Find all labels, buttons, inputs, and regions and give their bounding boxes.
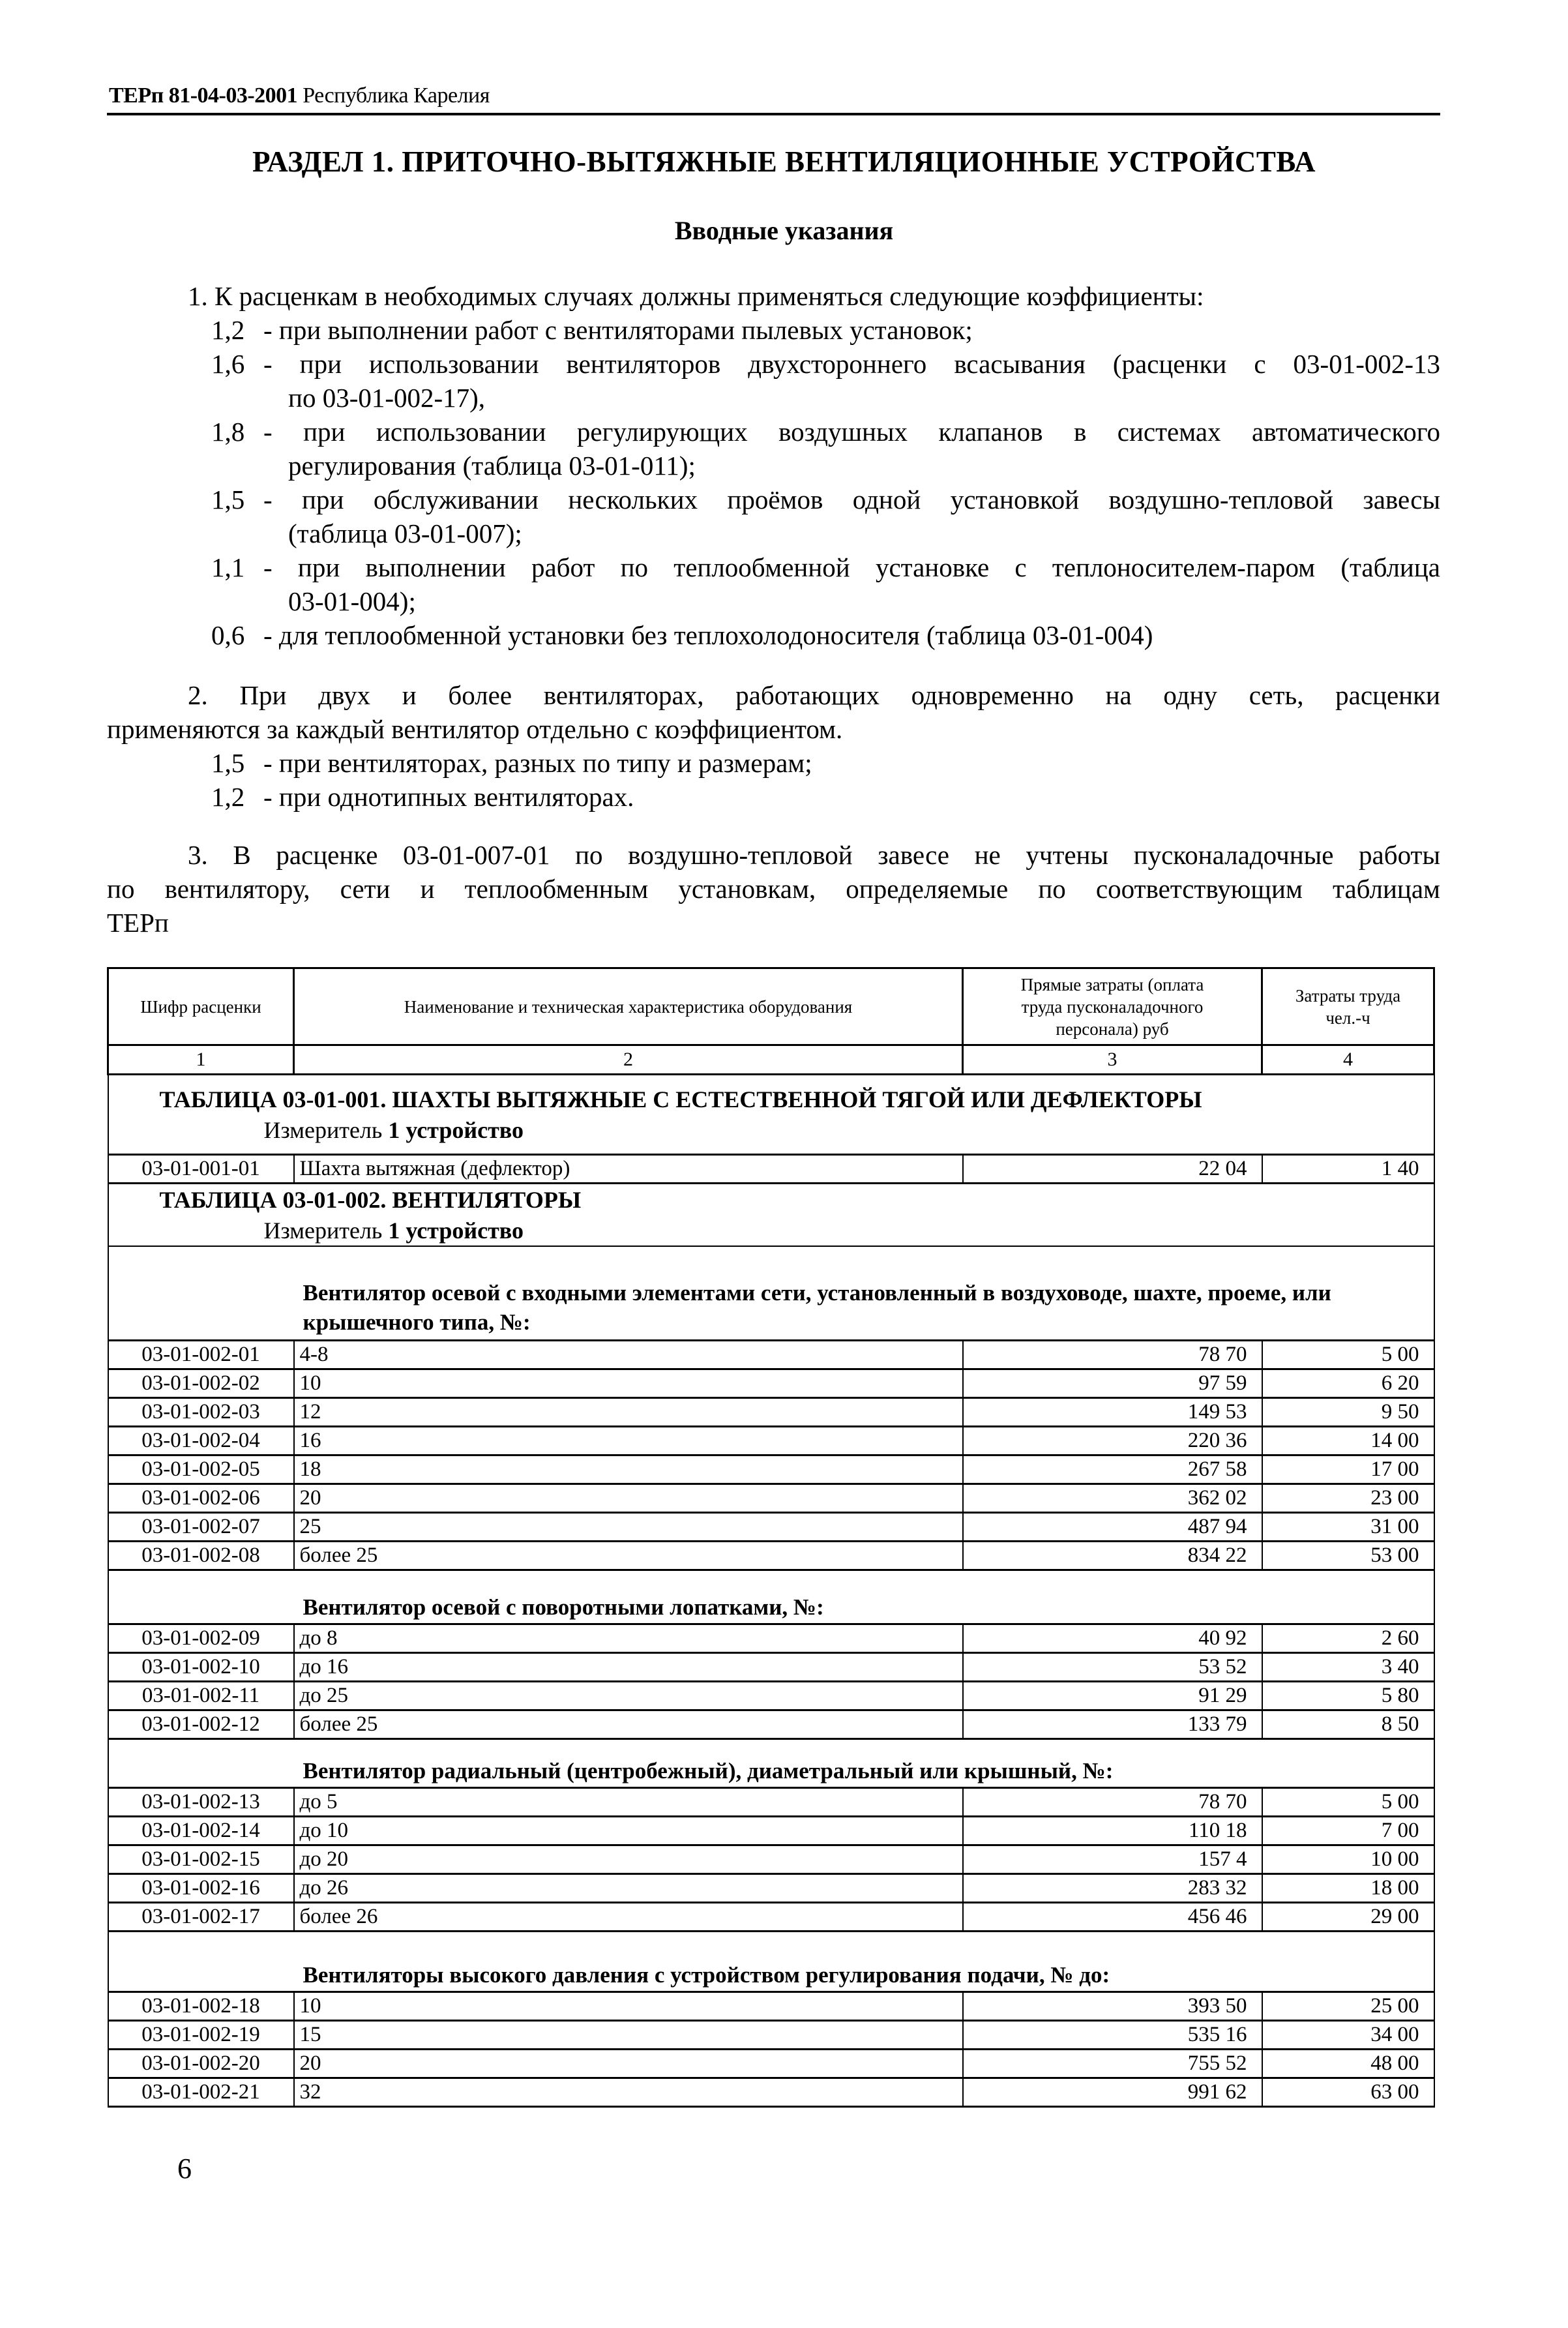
table-row: 03-01-002-03 12 149 53 9 50 bbox=[108, 1398, 1434, 1427]
coef-value: 0,6 bbox=[211, 620, 245, 650]
table-row: 03-01-002-15 до 20 157 4 10 00 bbox=[108, 1845, 1434, 1874]
group-title: Вентилятор радиальный (центробежный), диаметральный или крышный, №: bbox=[303, 1758, 1114, 1783]
coef-value: 1,6 bbox=[211, 349, 245, 379]
table-section-header bbox=[108, 1184, 1434, 1247]
coef-value: 1,8 bbox=[211, 417, 245, 447]
table-section-header bbox=[108, 1075, 1434, 1155]
coef-text: - при использовании вентиляторов двухстороннего всасывания (расценки с 03-01-002-13 bbox=[263, 349, 1440, 379]
coef-text: - при обслуживании нескольких проёмов одной установкой воздушно-тепловой завесы bbox=[263, 485, 1440, 515]
table-row: 03-01-002-17 более 26 456 46 29 00 bbox=[108, 1903, 1434, 1932]
group-header bbox=[108, 1739, 1434, 1788]
paragraph-2-line-1: 2. При двух и более вентиляторах, работающих одновременно на одну сеть, расценки bbox=[188, 680, 1440, 710]
coef-value: 1,1 bbox=[211, 552, 245, 582]
paragraph-3-line-1: 3. В расценке 03-01-007-01 по воздушно-тепловой завесе не учтены пусконаладочные работы bbox=[188, 840, 1440, 870]
table-row: 03-01-002-13 до 5 78 70 5 00 bbox=[108, 1788, 1434, 1817]
table-row: 03-01-002-21 32 991 62 63 00 bbox=[108, 2078, 1434, 2107]
paragraph-3 bbox=[107, 838, 1440, 940]
coef-text: - при вентиляторах, разных по типу и размерам; bbox=[263, 748, 812, 778]
unit-of-measure: Измеритель 1 устройство bbox=[263, 1117, 524, 1143]
coef-item bbox=[107, 746, 1440, 780]
coef-item bbox=[107, 347, 1440, 381]
column-header-code: Шифр расценки bbox=[108, 968, 294, 1045]
unit-of-measure: Измеритель 1 устройство bbox=[263, 1217, 524, 1244]
table-row: 03-01-002-19 15 535 16 34 00 bbox=[108, 2021, 1434, 2050]
coef-item bbox=[107, 780, 1440, 814]
coef-text: - при выполнении работ по теплообменной установке с теплоносителем-паром (таблица bbox=[263, 552, 1440, 582]
coef-text: - при использовании регулирующих воздушных клапанов в системах автоматического bbox=[263, 417, 1440, 447]
running-head-region: Республика Карелия bbox=[303, 83, 490, 108]
table-row: 03-01-002-20 20 755 52 48 00 bbox=[108, 2050, 1434, 2078]
coef-text: - при выполнении работ с вентиляторами пылевых установок; bbox=[263, 315, 973, 345]
table-row: 03-01-002-07 25 487 94 31 00 bbox=[108, 1513, 1434, 1542]
coef-text-cont: по 03-01-002-17), bbox=[288, 383, 486, 413]
paragraph-1-lead: 1. К расценкам в необходимых случаях должны применяться следующие коэффициенты: bbox=[188, 281, 1204, 311]
table-row: 03-01-002-16 до 26 283 32 18 00 bbox=[108, 1874, 1434, 1903]
coef-item bbox=[107, 483, 1440, 516]
table-row: 03-01-002-11 до 25 91 29 5 80 bbox=[108, 1682, 1434, 1710]
table-row: 03-01-002-09 до 8 40 92 2 60 bbox=[108, 1624, 1434, 1653]
header-rule bbox=[107, 113, 1440, 115]
coef-text-cont: (таблица 03-01-007); bbox=[288, 518, 522, 548]
column-header-cost: Прямые затраты (оплата труда пусконаладочного персонала) руб bbox=[963, 968, 1262, 1045]
table-row: 03-01-002-12 более 25 133 79 8 50 bbox=[108, 1710, 1434, 1739]
paragraph-2-line-2: применяются за каждый вентилятор отдельно с коэффициентом. bbox=[107, 714, 843, 744]
paragraph-1 bbox=[107, 279, 1440, 652]
group-title: Вентилятор осевой с поворотными лопатками, №: bbox=[303, 1594, 824, 1620]
coef-item bbox=[107, 618, 1440, 652]
table-row: 03-01-002-06 20 362 02 23 00 bbox=[108, 1484, 1434, 1513]
group-header bbox=[108, 1932, 1434, 1992]
group-header bbox=[108, 1570, 1434, 1624]
coef-item bbox=[107, 313, 1440, 347]
paragraph-3-line-2: по вентилятору, сети и теплообменным установкам, определяемые по соответствующим таблицам bbox=[107, 874, 1440, 904]
table-section-title: ТАБЛИЦА 03-01-002. ВЕНТИЛЯТОРЫ bbox=[159, 1187, 582, 1213]
coef-text-cont: 03-01-004); bbox=[288, 586, 416, 616]
coef-text-cont: регулирования (таблица 03-01-011); bbox=[288, 451, 696, 481]
coef-text: - для теплообменной установки без теплохолодоносителя (таблица 03-01-004) bbox=[263, 620, 1153, 650]
coef-text: - при однотипных вентиляторах. bbox=[263, 782, 634, 812]
group-title: Вентилятор осевой с входными элементами сети, установленный в воздуховоде, шахте, проеме, или крышечного типа, №: bbox=[303, 1280, 1331, 1335]
running-head bbox=[109, 83, 490, 108]
table-row: 03-01-002-02 10 97 59 6 20 bbox=[108, 1369, 1434, 1398]
coef-value: 1,5 bbox=[211, 485, 245, 515]
table-row: 03-01-002-18 10 393 50 25 00 bbox=[108, 1992, 1434, 2021]
page-number: 6 bbox=[177, 2153, 192, 2185]
running-head-code: ТЕРп 81-04-03-2001 bbox=[109, 83, 298, 108]
coef-value: 1,5 bbox=[211, 748, 245, 778]
coef-value: 1,2 bbox=[211, 782, 245, 812]
table-row: 03-01-002-14 до 10 110 18 7 00 bbox=[108, 1817, 1434, 1845]
section-title: РАЗДЕЛ 1. ПРИТОЧНО-ВЫТЯЖНЫЕ ВЕНТИЛЯЦИОННЫЕ УСТРОЙСТВА bbox=[252, 145, 1316, 178]
coef-item bbox=[107, 550, 1440, 584]
coef-value: 1,2 bbox=[211, 315, 245, 345]
table-row: 03-01-002-04 16 220 36 14 00 bbox=[108, 1427, 1434, 1455]
intro-title: Вводные указания bbox=[674, 216, 894, 245]
table-row: 03-01-001-01 Шахта вытяжная (дефлектор) 22 04 1 40 bbox=[108, 1155, 1434, 1184]
group-title: Вентиляторы высокого давления с устройством регулирования подачи, № до: bbox=[303, 1962, 1110, 1988]
coef-item bbox=[107, 415, 1440, 449]
rates-table bbox=[107, 967, 1435, 2108]
table-header-row bbox=[108, 968, 1434, 1045]
column-header-name: Наименование и техническая характеристика оборудования bbox=[294, 968, 963, 1045]
table-row: 03-01-002-01 4-8 78 70 5 00 bbox=[108, 1341, 1434, 1369]
table-row: 03-01-002-08 более 25 834 22 53 00 bbox=[108, 1542, 1434, 1570]
table-row: 03-01-002-05 18 267 58 17 00 bbox=[108, 1455, 1434, 1484]
column-header-labor: Затраты труда чел.-ч bbox=[1262, 968, 1434, 1045]
paragraph-3-line-3: ТЕРп bbox=[107, 908, 169, 938]
table-section-title: ТАБЛИЦА 03-01-001. ШАХТЫ ВЫТЯЖНЫЕ С ЕСТЕСТВЕННОЙ ТЯГОЙ ИЛИ ДЕФЛЕКТОРЫ bbox=[159, 1086, 1202, 1112]
group-header bbox=[108, 1246, 1434, 1341]
column-number-row: 1 2 3 4 bbox=[108, 1045, 1434, 1075]
paragraph-2 bbox=[107, 678, 1440, 814]
table-row: 03-01-002-10 до 16 53 52 3 40 bbox=[108, 1653, 1434, 1682]
